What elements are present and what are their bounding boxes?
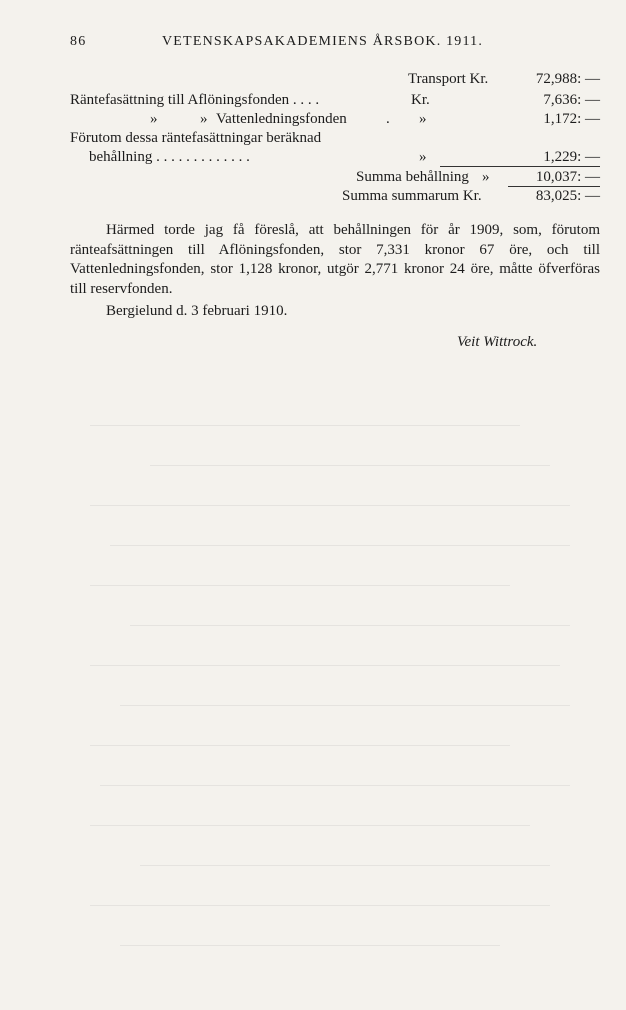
row-balance-currency: » <box>419 149 427 165</box>
row-pension-fund-label: Räntefasättning till Aflöningsfonden . . . . <box>70 92 320 108</box>
ditto-mark: » <box>150 111 158 127</box>
sum-balance-label: Summa behållning <box>356 169 469 185</box>
sum-rule <box>440 166 600 167</box>
row-pension-fund-currency: Kr. <box>411 92 430 108</box>
signature: Veit Wittrock. <box>457 334 538 350</box>
bleed-through-texture <box>90 395 610 995</box>
row-water-fund-currency: » <box>419 111 427 127</box>
transport-label: Transport Kr. <box>408 71 489 87</box>
paragraph-text: Härmed torde jag få föreslå, att behållningen för år 1909, som, förutom ränteafsättningen till Aflöningsfonden, stor 7,331 kronor 67 öre, och till Vattenledningsfonden, stor 1,128 kronor, utgör 2,771 kronor 24 öre, måtte öfverföras till reservfonden. <box>70 222 600 297</box>
row-balance-label-line2: behållning . . . . . . . . . . . . . <box>89 149 250 165</box>
row-water-fund-label: Vattenledningsfonden <box>216 111 347 127</box>
running-title: VETENSKAPSAKADEMIENS ÅRSBOK. 1911. <box>162 34 484 49</box>
ditto-mark: » <box>200 111 208 127</box>
row-water-fund-amount: 1,172: — <box>543 111 600 127</box>
row-balance-amount: 1,229: — <box>543 149 600 165</box>
row-balance-label-line1: Förutom dessa räntefasättningar beräknad <box>70 130 322 146</box>
sum-balance-currency: » <box>482 169 490 185</box>
transport-amount: 72,988: — <box>535 71 600 87</box>
grand-total-label: Summa summarum Kr. <box>342 188 482 204</box>
page-number: 86 <box>70 34 87 49</box>
grand-total-amount: 83,025: — <box>535 188 600 204</box>
sum-balance-amount: 10,037: — <box>535 169 600 185</box>
leader-dot: . <box>386 111 390 127</box>
date-line: Bergielund d. 3 februari 1910. <box>106 303 288 319</box>
body-paragraph <box>70 221 600 299</box>
row-pension-fund-amount: 7,636: — <box>543 92 600 108</box>
